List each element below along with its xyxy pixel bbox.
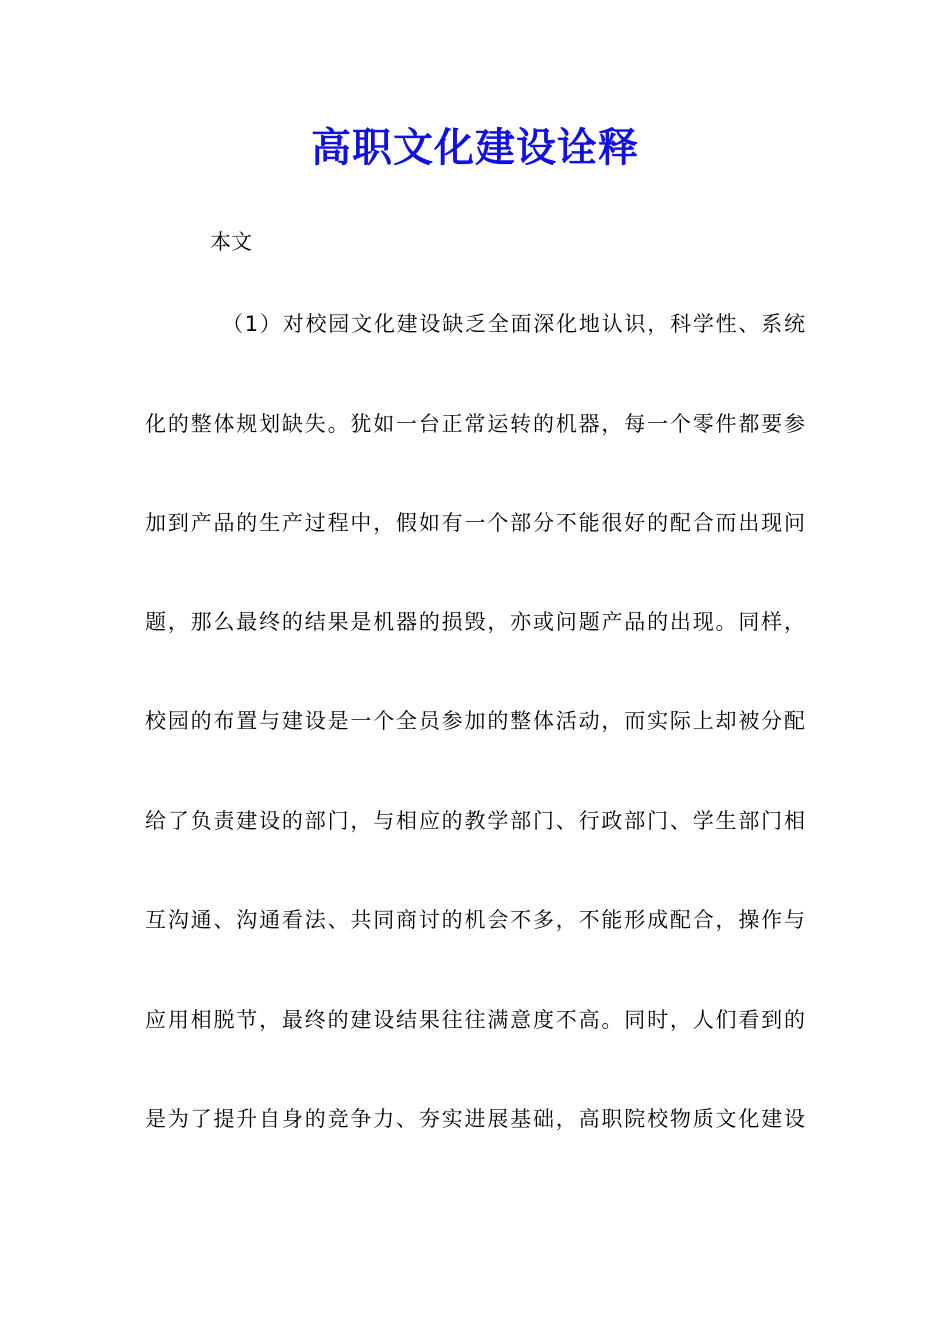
paragraph-line: 题，那么最终的结果是机器的损毁，亦或问题产品的出现。同样， bbox=[145, 610, 805, 634]
paragraph-line: 应用相脱节，最终的建设结果往往满意度不高。同时，人们看到的 bbox=[145, 1008, 805, 1032]
document-subheading: 本文 bbox=[210, 230, 252, 254]
paragraph-line: 给了负责建设的部门，与相应的教学部门、行政部门、学生部门相 bbox=[145, 809, 805, 833]
paragraph-line: 是为了提升自身的竞争力、夯实进展基础，高职院校物质文化建设 bbox=[145, 1107, 805, 1131]
paragraph-line: 校园的布置与建设是一个全员参加的整体活动，而实际上却被分配 bbox=[145, 709, 805, 733]
document-title: 高职文化建设诠释 bbox=[311, 124, 639, 171]
paragraph-line: 互沟通、沟通看法、共同商讨的机会不多，不能形成配合，操作与 bbox=[145, 908, 805, 932]
paragraph-line: （1）对校园文化建设缺乏全面深化地认识，科学性、系统 bbox=[222, 312, 805, 336]
paragraph-line: 加到产品的生产过程中，假如有一个部分不能很好的配合而出现问 bbox=[145, 511, 805, 535]
paragraph-line: 化的整体规划缺失。犹如一台正常运转的机器，每一个零件都要参 bbox=[145, 412, 805, 436]
